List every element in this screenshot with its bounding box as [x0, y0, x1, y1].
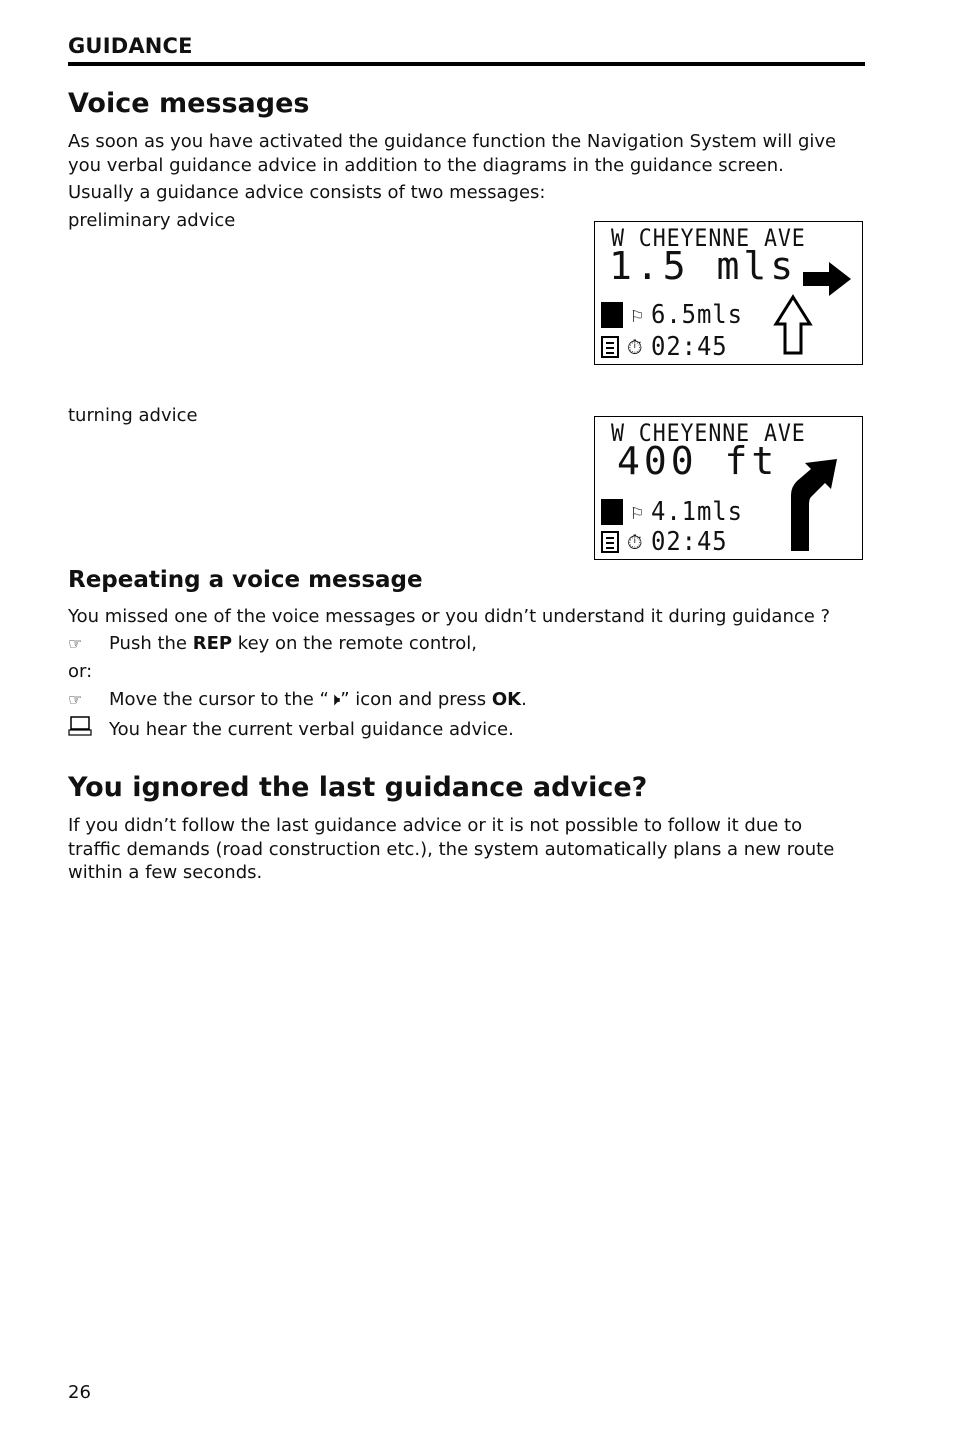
- screen-remaining-row: [601, 300, 751, 330]
- right-arrow-icon: [801, 260, 853, 298]
- turn-right-arrow-icon: [787, 457, 843, 553]
- computer-icon: [68, 716, 109, 743]
- clock-icon: ⏱: [627, 335, 643, 359]
- voice-messages-heading: Voice messages: [68, 88, 310, 119]
- screen-distance: 1.5 mls: [609, 244, 798, 288]
- list-icon: [601, 531, 619, 553]
- screen-time: 02:45: [650, 527, 728, 557]
- ignored-heading: You ignored the last guidance advice?: [68, 772, 648, 803]
- speaker-icon: [601, 302, 623, 328]
- repeating-heading: Repeating a voice message: [68, 567, 423, 593]
- page-number: 26: [68, 1382, 91, 1403]
- guidance-screen-turning: [594, 416, 863, 560]
- repeat-intro: You missed one of the voice messages or you didn’t understand it during guidance ?: [68, 606, 831, 627]
- screen-remaining-distance: 6.5mls: [651, 300, 743, 330]
- result-line: [68, 716, 514, 743]
- step-push-rep: ☞ Push the REP key on the remote control,: [68, 633, 478, 654]
- up-arrow-icon: [773, 294, 813, 356]
- step-cursor-icon: ☞ Move the cursor to the “🕨” icon and press OK.: [68, 689, 527, 710]
- route-flag-icon: ⚐: [631, 303, 644, 327]
- pointing-hand-icon: ☞: [68, 690, 83, 709]
- preliminary-advice-label: preliminary advice: [68, 210, 236, 231]
- two-messages-paragraph: Usually a guidance advice consists of two messages:: [68, 182, 546, 203]
- turning-advice-label: turning advice: [68, 405, 198, 426]
- screen-distance: 400 ft: [617, 439, 779, 483]
- result-text: You hear the current verbal guidance advice.: [109, 718, 514, 740]
- screen-street-name: W CHEYENNE AVE: [611, 419, 806, 447]
- screen-street-name: W CHEYENNE AVE: [611, 224, 806, 252]
- screen-time-row: [601, 332, 734, 362]
- route-flag-icon: ⚐: [631, 500, 644, 524]
- screen-remaining-distance: 4.1mls: [651, 497, 743, 527]
- pointing-hand-icon: ☞: [68, 634, 83, 653]
- guidance-screen-preliminary: [594, 221, 863, 365]
- voice-intro-paragraph: As soon as you have activated the guidance function the Navigation System will give you verbal guidance advice in addition to the diagrams in the guidance screen.: [68, 131, 837, 176]
- speaker-icon: 🕨: [328, 689, 341, 710]
- speaker-icon: [601, 499, 623, 525]
- list-icon: [601, 336, 619, 358]
- screen-remaining-row: [601, 497, 751, 527]
- rep-key: REP: [192, 633, 233, 654]
- screen-time: 02:45: [650, 332, 728, 362]
- screen-time-row: [601, 527, 734, 557]
- ignored-paragraph: If you didn’t follow the last guidance advice or it is not possible to follow it due to traffic demands (road construction etc.), the system automatically plans a new route within a few seconds.: [68, 815, 835, 883]
- ok-key: OK: [491, 689, 522, 710]
- or-line: or:: [68, 661, 93, 682]
- header-rule: [68, 62, 865, 66]
- section-label: GUIDANCE: [68, 34, 193, 58]
- clock-icon: ⏱: [627, 530, 643, 554]
